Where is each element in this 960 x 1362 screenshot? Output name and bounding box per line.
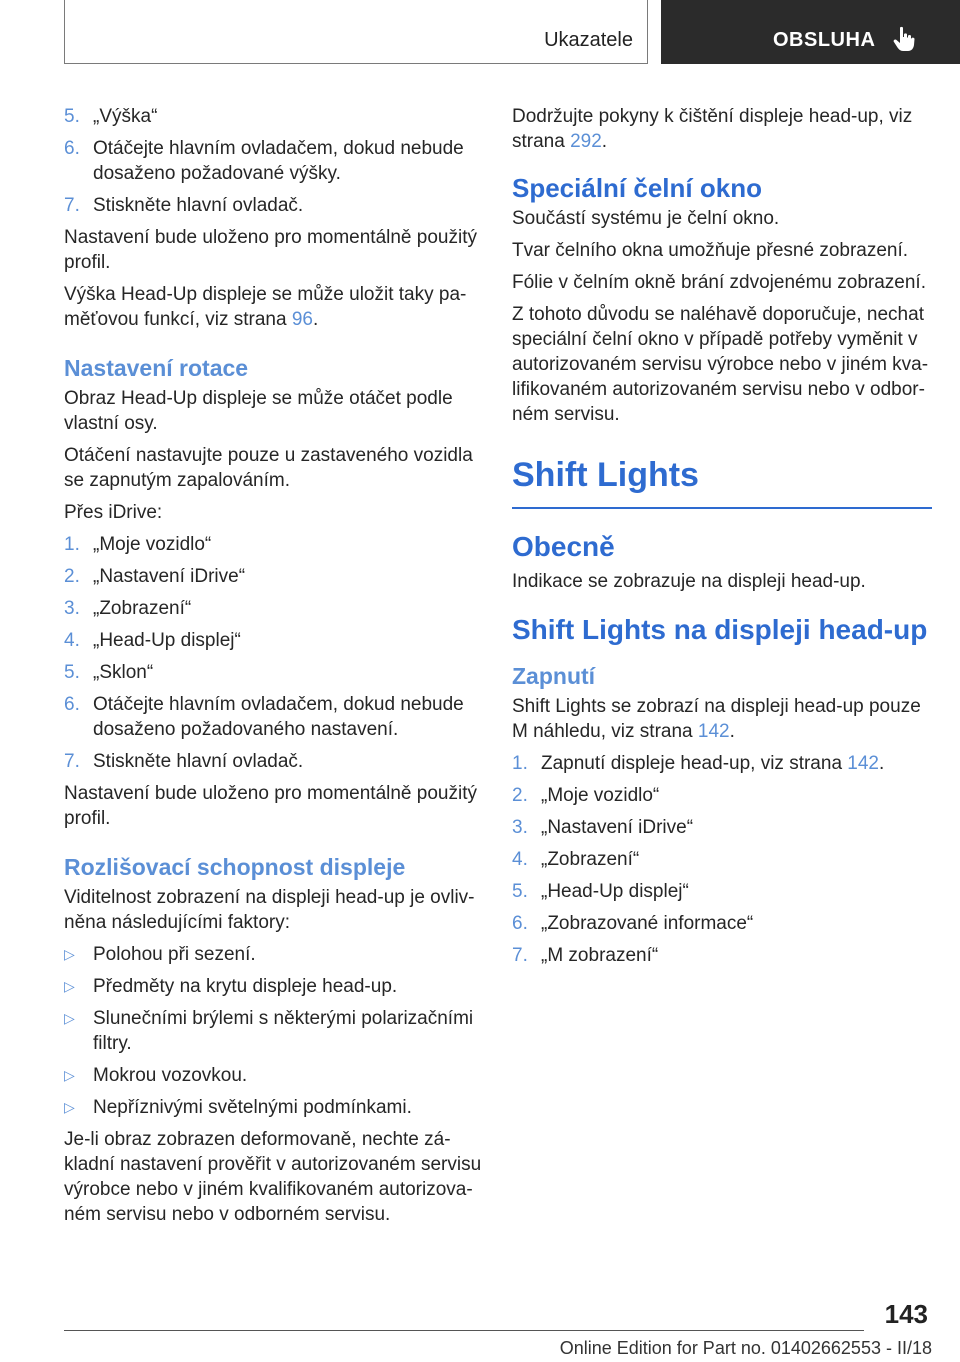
paragraph: Indikace se zobrazuje na displeji head-up. bbox=[512, 571, 866, 592]
item-text: „Moje vozidlo“ bbox=[541, 785, 660, 806]
bullet-triangle-icon: ▷ bbox=[64, 1010, 75, 1026]
item-number: 5. bbox=[512, 881, 528, 902]
item-number: 5. bbox=[64, 106, 80, 127]
paragraph: Nastavení bude uloženo pro momentálně použitý profil. bbox=[64, 783, 477, 829]
heading-shift-lights-hud: Shift Lights na displeji head-up bbox=[512, 614, 928, 645]
list-item bbox=[512, 751, 932, 776]
item-text: „Nastavení iDrive“ bbox=[93, 566, 246, 587]
item-text: Stiskněte hlavní ovladač. bbox=[93, 195, 304, 216]
item-text: „M zobrazení“ bbox=[541, 945, 659, 966]
paragraph: Je-li obraz zobrazen deformovaně, nechte zá‐kladní nastavení prověřit v autorizovaném servisu výrobce nebo v jiném kvalifikovaném autorizova‐ném servisu nebo v odborném servisu. bbox=[64, 1129, 482, 1225]
bullet-text: Mokrou vozovkou. bbox=[93, 1065, 248, 1086]
list-item bbox=[64, 193, 484, 218]
bullet-item bbox=[64, 1006, 484, 1056]
item-text bbox=[541, 751, 932, 776]
item-text: „Sklon“ bbox=[93, 662, 154, 683]
item-text: „Výška“ bbox=[93, 106, 158, 127]
paragraph-text: . bbox=[729, 721, 735, 742]
paragraph: Součástí systému je čelní okno. bbox=[512, 208, 780, 229]
page-reference-link[interactable]: 96 bbox=[291, 309, 313, 330]
item-text: „Zobrazované informace“ bbox=[541, 913, 754, 934]
chapter-tab bbox=[661, 0, 960, 64]
subheading-activation: Zapnutí bbox=[512, 663, 596, 689]
bullet-item bbox=[64, 1063, 484, 1088]
item-number: 4. bbox=[64, 630, 80, 651]
item-number: 6. bbox=[512, 913, 528, 934]
paragraph: Otáčení nastavujte pouze u zastaveného vozidla se zapnutým zapalováním. bbox=[64, 445, 473, 491]
section-title: Ukazatele bbox=[544, 29, 633, 51]
left-column bbox=[64, 104, 484, 1234]
item-text: „Head-Up displej“ bbox=[541, 881, 689, 902]
paragraph: Přes iDrive: bbox=[64, 502, 163, 523]
subheading-rotation: Nastavení rotace bbox=[64, 355, 249, 381]
bullet-item bbox=[64, 1095, 484, 1120]
page-reference-link[interactable]: 292 bbox=[570, 131, 602, 152]
paragraph-text: Výška Head-Up displeje se může uložit taky pa‐měťovou funkcí, viz strana bbox=[64, 284, 467, 330]
paragraph bbox=[64, 282, 484, 332]
paragraph-text: . bbox=[312, 309, 319, 330]
page-number: 143 bbox=[884, 1299, 928, 1329]
paragraph-text: . bbox=[601, 131, 608, 152]
item-number: 5. bbox=[64, 662, 80, 683]
item-text: Stiskněte hlavní ovladač. bbox=[93, 751, 304, 772]
item-text: „Zobrazení“ bbox=[541, 849, 640, 870]
bullet-triangle-icon: ▷ bbox=[64, 1099, 75, 1115]
item-number: 2. bbox=[512, 785, 528, 806]
list-item bbox=[64, 136, 484, 186]
bullet-triangle-icon: ▷ bbox=[64, 946, 75, 962]
footer-divider bbox=[64, 1330, 864, 1331]
list-item bbox=[512, 847, 932, 872]
list-item bbox=[64, 749, 484, 774]
right-column bbox=[512, 104, 932, 975]
bullet-item bbox=[64, 942, 484, 967]
item-number: 6. bbox=[64, 694, 80, 715]
item-number: 3. bbox=[512, 817, 528, 838]
list-item bbox=[64, 660, 484, 685]
heading-general: Obecně bbox=[512, 531, 615, 562]
subheading-windshield: Speciální čelní okno bbox=[512, 173, 762, 203]
bullet-triangle-icon: ▷ bbox=[64, 1067, 75, 1083]
section-heading: Shift Lights bbox=[512, 453, 932, 509]
item-text-part: . bbox=[879, 753, 885, 774]
item-number: 1. bbox=[64, 534, 80, 555]
item-text-part: Zapnutí displeje head-up, viz strana bbox=[541, 753, 848, 774]
paragraph: Nastavení bude uloženo pro momentálně použitý profil. bbox=[64, 227, 477, 273]
bullet-text: Slunečními brýlemi s některými polarizačními filtry. bbox=[93, 1008, 474, 1054]
item-text: „Nastavení iDrive“ bbox=[541, 817, 694, 838]
bullet-text: Nepříznivými světelnými podmínkami. bbox=[93, 1097, 412, 1118]
footer-edition: Online Edition for Part no. 01402662553 - II/18 bbox=[559, 1338, 932, 1358]
paragraph bbox=[512, 104, 932, 154]
subheading-resolution: Rozlišovací schopnost displeje bbox=[64, 854, 406, 880]
bullet-text: Polohou při sezení. bbox=[93, 944, 256, 965]
list-item bbox=[64, 532, 484, 557]
chapter-title: OBSLUHA bbox=[773, 29, 876, 51]
list-item bbox=[64, 692, 484, 742]
bullet-triangle-icon: ▷ bbox=[64, 978, 75, 994]
paragraph: Z tohoto důvodu se naléhavě doporučuje, nechat speciální čelní okno v případě potřeby vyměnit v autorizovaném servisu výrobce nebo v jiném kva‐lifikovaném autorizovaném servisu nebo v odbor‐ném servisu. bbox=[512, 304, 929, 425]
paragraph bbox=[512, 694, 932, 744]
list-item bbox=[64, 628, 484, 653]
hand-pointer-icon bbox=[893, 26, 915, 57]
item-number: 2. bbox=[64, 566, 80, 587]
item-number: 7. bbox=[64, 751, 80, 772]
item-text: „Moje vozidlo“ bbox=[93, 534, 212, 555]
list-item bbox=[512, 943, 932, 968]
list-item bbox=[512, 879, 932, 904]
page-reference-link[interactable]: 142 bbox=[847, 753, 879, 774]
header-section-box bbox=[64, 0, 648, 64]
bullet-item bbox=[64, 974, 484, 999]
paragraph-text: Dodržujte pokyny k čištění displeje head-up, viz strana bbox=[512, 106, 913, 152]
paragraph: Fólie v čelním okně brání zdvojenému zobrazení. bbox=[512, 272, 926, 293]
item-number: 7. bbox=[64, 195, 80, 216]
paragraph-text: Shift Lights se zobrazí na displeji head-up pouze M náhledu, viz strana bbox=[512, 696, 921, 742]
page-reference-link[interactable]: 142 bbox=[697, 721, 730, 742]
list-item bbox=[512, 783, 932, 808]
item-text: „Zobrazení“ bbox=[93, 598, 192, 619]
list-item bbox=[64, 564, 484, 589]
paragraph: Viditelnost zobrazení na displeji head-up je ovliv‐něna následujícími faktory: bbox=[64, 887, 475, 933]
item-number: 6. bbox=[64, 138, 80, 159]
item-text: Otáčejte hlavním ovladačem, dokud nebude dosaženo požadovaného nastavení. bbox=[93, 694, 464, 740]
item-text: Otáčejte hlavním ovladačem, dokud nebude dosaženo požadované výšky. bbox=[93, 138, 464, 184]
list-item bbox=[64, 104, 484, 129]
item-number: 3. bbox=[64, 598, 80, 619]
list-item bbox=[512, 815, 932, 840]
item-number: 7. bbox=[512, 945, 528, 966]
bullet-text: Předměty na krytu displeje head-up. bbox=[93, 976, 398, 997]
paragraph: Obraz Head-Up displeje se může otáčet podle vlastní osy. bbox=[64, 388, 453, 434]
item-number: 1. bbox=[512, 753, 528, 774]
paragraph: Tvar čelního okna umožňuje přesné zobrazení. bbox=[512, 240, 909, 261]
list-item bbox=[64, 596, 484, 621]
list-item bbox=[512, 911, 932, 936]
item-number: 4. bbox=[512, 849, 528, 870]
item-text: „Head-Up displej“ bbox=[93, 630, 241, 651]
